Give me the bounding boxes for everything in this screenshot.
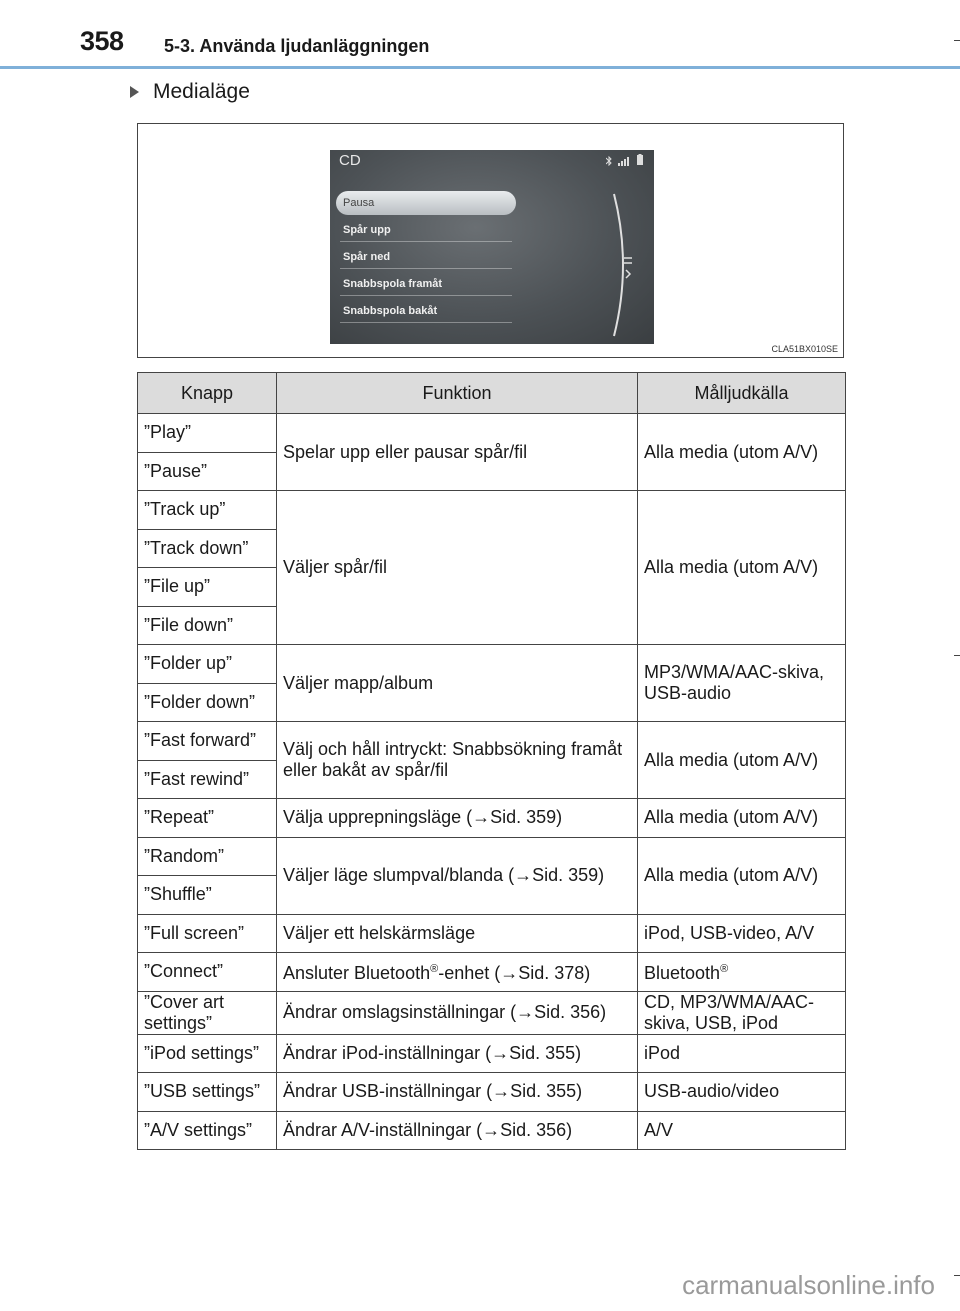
menu-item-fast-forward[interactable]: Snabbspola framåt xyxy=(340,272,512,296)
source-cell: Alla media (utom A/V) xyxy=(638,722,846,799)
section-title: 5-3. Använda ljudanläggningen xyxy=(164,36,430,56)
subheading xyxy=(130,80,250,104)
screen-figure xyxy=(137,123,844,358)
header-rule xyxy=(0,66,960,69)
battery-icon xyxy=(636,154,644,166)
page-number: 358 xyxy=(80,26,124,56)
button-cell: ”A/V settings” xyxy=(138,1111,277,1150)
button-cell: ”Repeat” xyxy=(138,799,277,838)
screen-title: CD xyxy=(339,152,361,169)
table-row xyxy=(138,491,846,530)
button-cell: ”Track up” xyxy=(138,491,277,530)
button-cell: ”File down” xyxy=(138,606,277,645)
menu-item-track-down[interactable]: Spår ned xyxy=(340,245,512,269)
trim-mark xyxy=(954,40,960,41)
button-cell: ”Folder down” xyxy=(138,683,277,722)
bluetooth-icon xyxy=(606,156,612,166)
function-cell: Väljer mapp/album xyxy=(277,645,638,722)
header-button: Knapp xyxy=(138,373,277,414)
button-cell: ”Pause” xyxy=(138,452,277,491)
scroll-arc-icon xyxy=(610,190,640,340)
registered-mark: ® xyxy=(430,963,439,976)
header-function: Funktion xyxy=(277,373,638,414)
trim-mark xyxy=(954,1275,960,1276)
source-cell: Alla media (utom A/V) xyxy=(638,491,846,645)
table-row xyxy=(138,1034,846,1073)
function-cell: Väljer ett helskärmsläge xyxy=(277,914,638,953)
source-cell: MP3/WMA/AAC-skiva, USB-audio xyxy=(638,645,846,722)
function-cell: Väljer läge slumpval/blanda (→Sid. 359) xyxy=(277,837,638,914)
function-cell xyxy=(277,953,638,992)
button-cell: ”USB settings” xyxy=(138,1073,277,1112)
function-cell: Ändrar omslagsinställningar (→Sid. 356) xyxy=(277,991,638,1034)
function-cell: Spelar upp eller pausar spår/fil xyxy=(277,414,638,491)
trim-mark xyxy=(954,655,960,656)
source-cell: iPod xyxy=(638,1034,846,1073)
menu-item-pause[interactable]: Pausa xyxy=(336,191,516,215)
source-cell: iPod, USB-video, A/V xyxy=(638,914,846,953)
page-header xyxy=(0,0,960,70)
button-cell: ”Full screen” xyxy=(138,914,277,953)
table-row xyxy=(138,1073,846,1112)
watermark-link[interactable]: carmanualsonline.info xyxy=(682,1270,935,1300)
source-cell: USB-audio/video xyxy=(638,1073,846,1112)
signal-icon xyxy=(618,156,630,166)
button-cell: ”File up” xyxy=(138,568,277,607)
header-source: Målljudkälla xyxy=(638,373,846,414)
figure-code: CLA51BX010SE xyxy=(771,344,838,354)
function-cell: Ändrar USB-inställningar (→Sid. 355) xyxy=(277,1073,638,1112)
button-cell: ”Track down” xyxy=(138,529,277,568)
triangle-bullet-icon xyxy=(130,86,139,98)
table-row xyxy=(138,1111,846,1150)
source-cell: Alla media (utom A/V) xyxy=(638,414,846,491)
button-cell: ”Fast rewind” xyxy=(138,760,277,799)
function-text: -enhet (→Sid. 378) xyxy=(438,963,591,984)
function-table xyxy=(137,372,846,1150)
table-row xyxy=(138,722,846,761)
registered-mark: ® xyxy=(720,963,729,976)
table-row xyxy=(138,799,846,838)
button-cell: ”iPod settings” xyxy=(138,1034,277,1073)
source-text: Bluetooth xyxy=(644,963,721,984)
function-cell: Välj och håll intryckt: Snabbsökning framåt eller bakåt av spår/fil xyxy=(277,722,638,799)
table-row xyxy=(138,414,846,453)
media-screen xyxy=(330,150,654,344)
function-cell: Välja upprepningsläge (→Sid. 359) xyxy=(277,799,638,838)
source-cell xyxy=(638,953,846,992)
table-row xyxy=(138,953,846,992)
function-text: Ansluter Bluetooth xyxy=(283,963,431,984)
source-cell: A/V xyxy=(638,1111,846,1150)
table-row xyxy=(138,991,846,1034)
table-row xyxy=(138,837,846,876)
status-icons xyxy=(606,154,644,166)
function-cell: Ändrar A/V-inställningar (→Sid. 356) xyxy=(277,1111,638,1150)
button-cell: ”Shuffle” xyxy=(138,876,277,915)
button-cell: ”Play” xyxy=(138,414,277,453)
source-cell: CD, MP3/WMA/AAC-skiva, USB, iPod xyxy=(638,991,846,1034)
table-header-row xyxy=(138,373,846,414)
source-cell: Alla media (utom A/V) xyxy=(638,837,846,914)
button-cell: ”Random” xyxy=(138,837,277,876)
subheading-text: Medialäge xyxy=(153,80,250,103)
button-cell: ”Connect” xyxy=(138,953,277,992)
menu-item-track-up[interactable]: Spår upp xyxy=(340,218,512,242)
button-cell: ”Folder up” xyxy=(138,645,277,684)
table-row xyxy=(138,645,846,684)
button-cell: ”Fast forward” xyxy=(138,722,277,761)
menu-item-fast-rewind[interactable]: Snabbspola bakåt xyxy=(340,299,512,323)
button-cell: ”Cover art settings” xyxy=(138,991,277,1034)
source-cell: Alla media (utom A/V) xyxy=(638,799,846,838)
table-row xyxy=(138,914,846,953)
function-cell: Ändrar iPod-inställningar (→Sid. 355) xyxy=(277,1034,638,1073)
function-cell: Väljer spår/fil xyxy=(277,491,638,645)
